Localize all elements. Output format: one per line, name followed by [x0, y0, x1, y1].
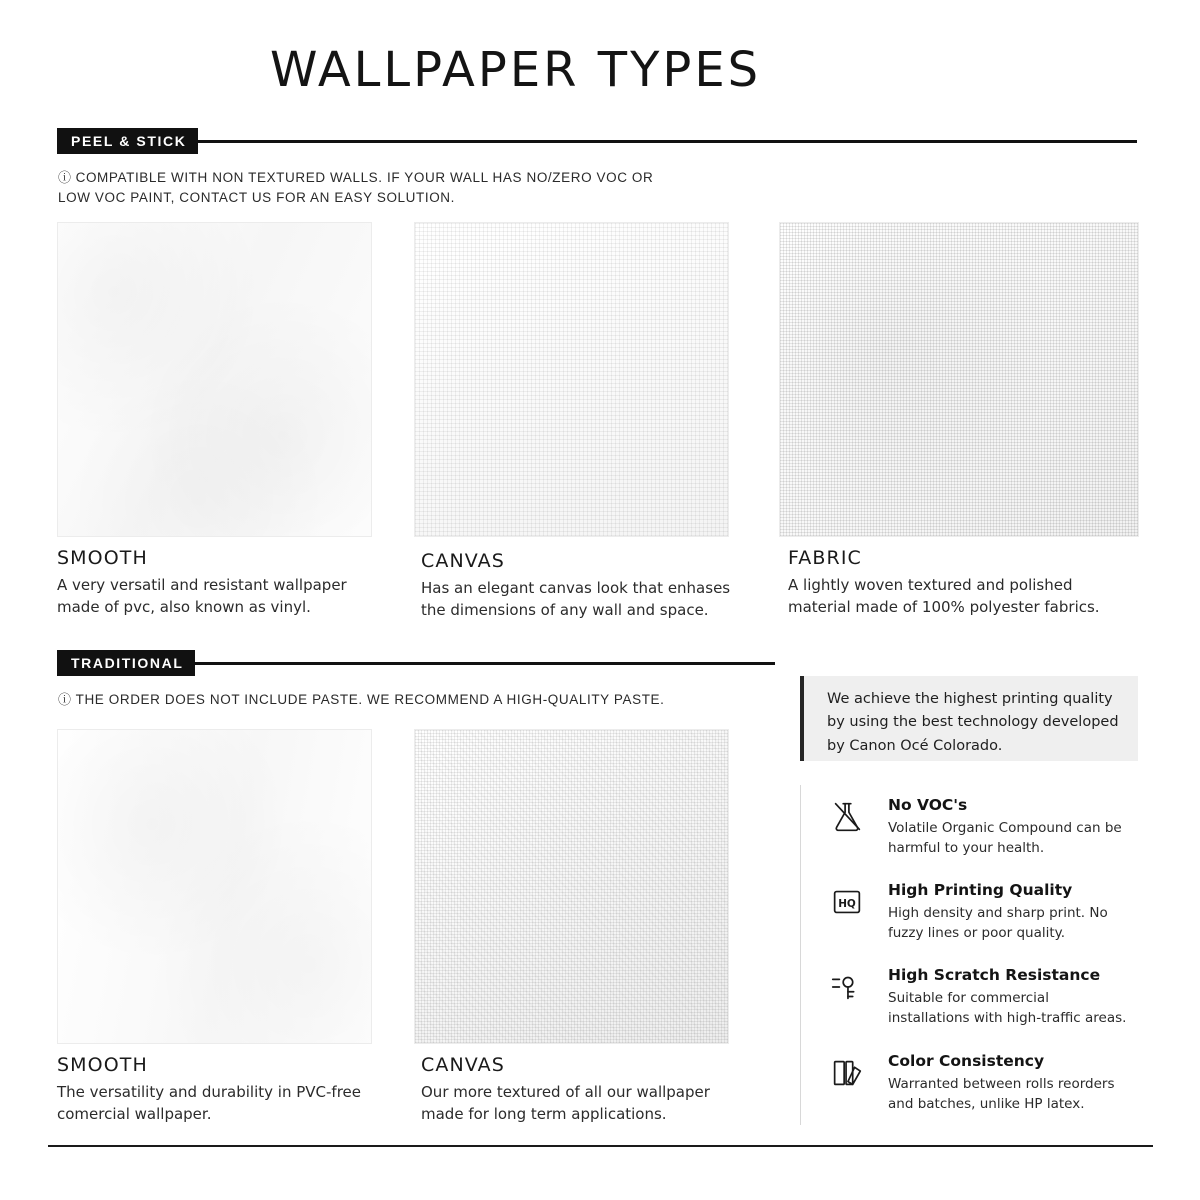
smooth-texture-swatch [57, 729, 372, 1044]
hq-print-icon [828, 883, 866, 921]
quote-text: We achieve the highest printing quality by using the best technology developed by Canon Océ Colorado. [827, 691, 1119, 754]
section-tag-traditional: TRADITIONAL [57, 650, 195, 676]
feature-body: Suitable for commercial installations with high-traffic areas. [888, 990, 1127, 1027]
swatch-description-smooth-traditional: The versatility and durability in PVC-free comercial wallpaper. [57, 1083, 361, 1123]
scratch-resistance-icon [828, 968, 866, 1006]
swatch-label-fabric: FABRIC [788, 547, 862, 569]
smooth-texture-swatch [57, 222, 372, 537]
swatch-description-canvas-peel: Has an elegant canvas look that enhases the dimensions of any wall and space. [421, 579, 731, 619]
swatch-label-canvas-traditional: CANVAS [421, 1054, 505, 1076]
quote-accent-bar [800, 676, 804, 761]
sidebar-divider [800, 785, 801, 1125]
swatch-label-smooth-traditional: SMOOTH [57, 1054, 148, 1076]
swatch-description-canvas-traditional: Our more textured of all our wallpaper made for long term applications. [421, 1083, 710, 1123]
svg-text:HQ: HQ [838, 897, 856, 910]
swatch-label-canvas-peel: CANVAS [421, 550, 505, 572]
section-rule [195, 662, 775, 665]
feature-body: Volatile Organic Compound can be harmful to your health. [888, 820, 1122, 857]
section-note-traditional [58, 690, 758, 710]
swatch-description-smooth-peel: A very versatil and resistant wallpaper made of pvc, also known as vinyl. [57, 576, 347, 616]
section-tag-peel-stick: PEEL & STICK [57, 128, 198, 154]
footer-rule [48, 1145, 1153, 1147]
section-header-traditional [57, 650, 775, 676]
swatch-description-fabric: A lightly woven textured and polished material made of 100% polyester fabrics. [788, 576, 1100, 616]
section-note-text: THE ORDER DOES NOT INCLUDE PASTE. WE RECOMMEND A HIGH-QUALITY PASTE. [75, 692, 665, 707]
info-icon: ⓘ [58, 692, 72, 707]
no-voc-flask-icon [828, 798, 866, 836]
swatch-label-smooth-peel: SMOOTH [57, 547, 148, 569]
info-icon: ⓘ [58, 170, 72, 185]
feature-title: High Printing Quality [888, 881, 1073, 899]
canvas-texture-swatch [414, 222, 729, 537]
feature-title: Color Consistency [888, 1052, 1045, 1070]
section-header-peel-stick [57, 128, 1137, 154]
feature-title: No VOC's [888, 796, 968, 814]
section-note-peel-stick [58, 168, 678, 207]
feature-title: High Scratch Resistance [888, 966, 1101, 984]
canvas-texture-swatch [414, 729, 729, 1044]
section-rule [198, 140, 1137, 143]
feature-body: High density and sharp print. No fuzzy lines or poor quality. [888, 905, 1108, 942]
fabric-texture-swatch [779, 222, 1139, 537]
color-consistency-icon [828, 1054, 866, 1092]
feature-body: Warranted between rolls reorders and batches, unlike HP latex. [888, 1076, 1115, 1113]
section-note-text: COMPATIBLE WITH NON TEXTURED WALLS. IF YOUR WALL HAS NO/ZERO VOC OR LOW VOC PAINT, CONTACT US FOR AN EASY SOLUTION. [58, 170, 654, 205]
page-title: WALLPAPER TYPES [270, 42, 762, 98]
